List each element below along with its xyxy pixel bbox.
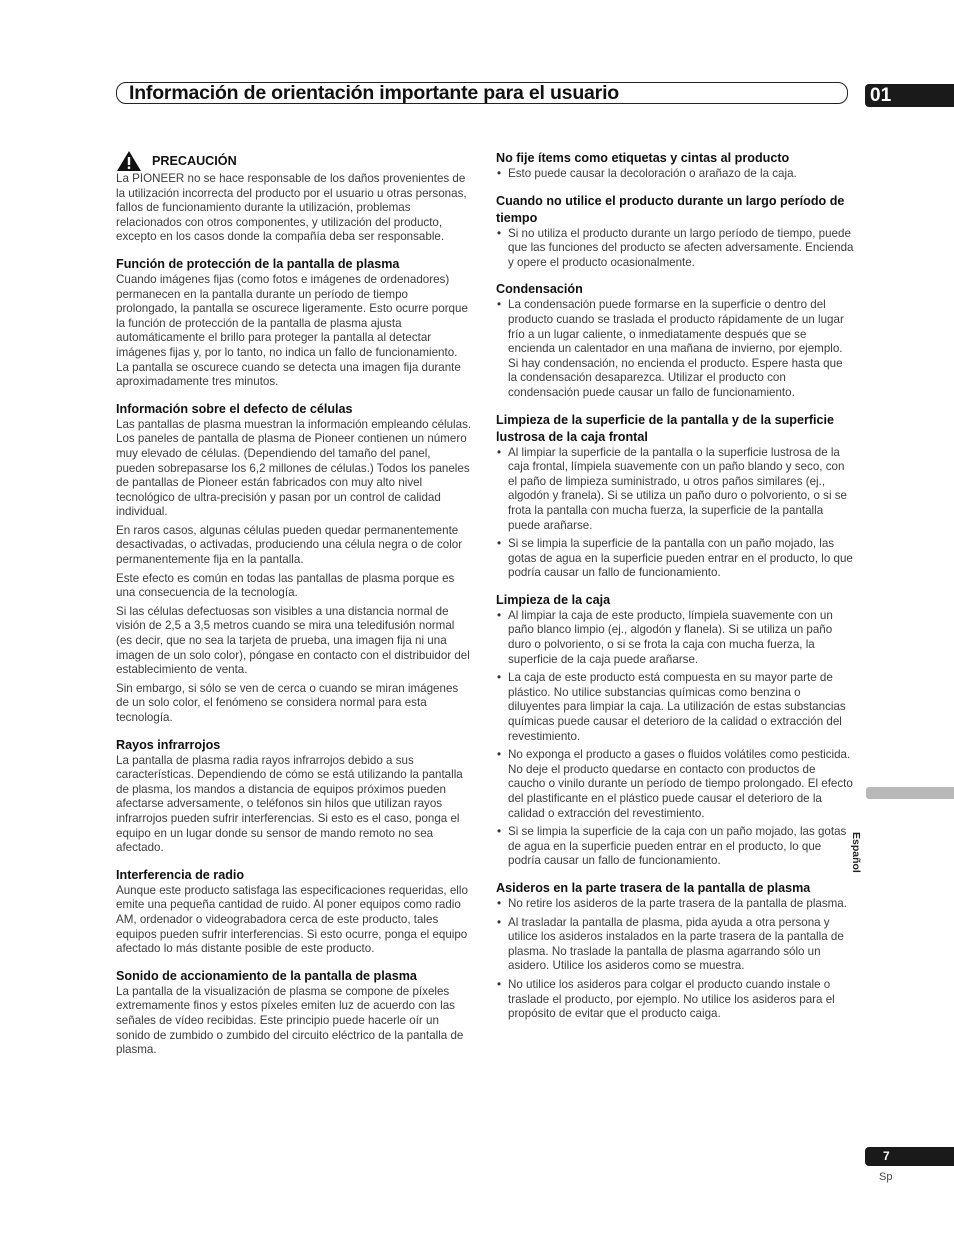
list-item: • No utilice los asideros para colgar el producto cuando instale o traslade el producto, por ejemplo. No utilice los asideros para el propósito de evitar que el producto caiga.: [496, 978, 854, 1022]
section-cell-defect: [116, 401, 472, 726]
section-no-labels: [496, 150, 854, 182]
section-heading: Limpieza de la superficie de la pantalla y de la superficie lustrosa de la caja frontal: [496, 412, 835, 444]
list-item: • Al limpiar la superficie de la pantalla o la superficie lustrosa de la caja frontal, límpiela suavemente con un paño blando y seco, con el paño de limpieza suministrado, u otros paños similares (ej., algodón y franela). Si se utiliza un paño duro o polvoriento, o si se frota la pantalla con mucha fuerza, la superficie de la pantalla puede arañarse.: [496, 446, 854, 534]
page-number: 7: [865, 1147, 954, 1166]
bullet-list: [496, 446, 854, 581]
list-item: • Al trasladar la pantalla de plasma, pida ayuda a otra persona y utilice los asideros instalados en la parte trasera de la pantalla de plasma. No traslade la pantalla de plasma agarrando sólo un asidero. Utilice los asideros como se muestra.: [496, 916, 854, 974]
section-condensation: [496, 281, 854, 400]
section-plasma-protection: [116, 256, 472, 390]
bullet-list: [496, 897, 854, 1022]
language-label: Español: [850, 832, 862, 873]
bullet-list: [496, 609, 854, 869]
bullet-list: [496, 227, 854, 271]
section-handles: [496, 880, 854, 1022]
section-heading: Sonido de accionamiento de la pantalla de plasma: [116, 968, 417, 983]
caution-header: [116, 150, 472, 172]
paragraph: Aunque este producto satisfaga las especificaciones requeridas, ello emite una pequeña cantidad de ruido. Al poner equipos como radio AM, ordenador o videograbadora cerca de este producto, tales equipos pueden sufrir interferencias. Si esto ocurre, ponga el equipo afectado lo más distante posible de este producto.: [116, 883, 468, 956]
list-item: • No exponga el producto a gases o fluidos volátiles como pesticida. No deje el producto quedarse en contacto con productos de caucho o vinilo durante un período de tiempo prolongado. El efecto del plastificante en el plástico puede causar el deterioro de la calidad o extracción del revestimiento.: [496, 748, 854, 821]
section-long-storage: [496, 193, 854, 271]
section-heading: Limpieza de la caja: [496, 592, 611, 607]
caution-text: La PIONEER no se hace responsable de los daños provenientes de la utilización incorrecta del producto por el usuario u otras personas, fallos de funcionamiento durante la utilización, problemas relacionados con otros componentes, y utilización del producto, excepto en los casos donde la compañía deba ser responsable.: [116, 172, 467, 244]
section-screen-cleaning: [496, 412, 854, 581]
section-heading: Función de protección de la pantalla de plasma: [116, 256, 400, 271]
paragraph: Cuando imágenes fijas (como fotos e imágenes de ordenadores) permanecen en la pantalla durante un período de tiempo prolongado, la pantalla se oscurece ligeramente. Esto ocurre porque la función de protección de la pantalla de plasma ajusta automáticamente el brillo para proteger la pantalla al detectar imágenes fijas y, por lo tanto, no indica un fallo de funcionamiento. La pantalla se oscurece cuando se detecta una imagen fija durante aproximadamente tres minutos.: [116, 272, 468, 389]
list-item: • Si se limpia la superficie de la caja con un paño mojado, las gotas de agua en la superficie pueden entrar en el producto, lo que podría causar un fallo de funcionamiento.: [496, 825, 854, 869]
list-item: • La caja de este producto está compuesta en su mayor parte de plástico. No utilice substancias químicas como benzina o diluyentes para limpiar la caja. La utilización de estas substancias químicas puede causar el deterioro de la calidad o extracción del revestimiento.: [496, 671, 854, 744]
section-drive-sound: [116, 968, 472, 1058]
list-item: • La condensación puede formarse en la superficie o dentro del producto cuando se traslada el producto rápidamente de un lugar frío a un lugar caliente, o inmediatamente después que se encienda un calentador en una mañana de invierno, por ejemplo. Si hay condensación, no encienda el producto. Espere hasta que la condensación desaparezca. Utilizar el producto con condensación puede causar un fallo de funcionamiento.: [496, 298, 854, 400]
section-heading: Rayos infrarrojos: [116, 737, 221, 752]
paragraph: La pantalla de la visualización de plasma se compone de píxeles extremamente finos y estos píxeles emiten luz de acuerdo con las señales de vídeo recibidas. Este principio puede hacerle oír un sonido de zumbido o zumbido del circuito eléctrico de la pantalla de plasma.: [116, 984, 464, 1057]
paragraph: La pantalla de plasma radia rayos infrarrojos debido a sus características. Dependiendo de cómo se está utilizando la pantalla de plasma, los mandos a distancia de equipos próximos pueden afectarse adversamente, o teléfonos sin hilos que utilizan rayos infrarrojos pueden sufrir interferencias. Si esto es el caso, ponga el equipo en un lugar donde su sensor de mando remoto no sea afectado.: [116, 753, 463, 855]
section-infrared: [116, 737, 472, 856]
paragraph: En raros casos, algunas células pueden quedar permanentemente desactivadas, o activadas, produciendo una célula negra o de color permanentemente fija en la pantalla.: [116, 523, 463, 567]
page-language-code: Sp: [879, 1171, 893, 1183]
section-cabinet-cleaning: [496, 592, 854, 869]
list-item: • Al limpiar la caja de este producto, límpiela suavemente con un paño blanco limpio (ej., algodón y flanela). Si se utiliza un paño duro o polvoriento, o si se frota la caja con mucha fuerza, la superficie de la caja puede arañarse.: [496, 609, 854, 667]
left-column: [116, 150, 472, 1058]
section-heading: Condensación: [496, 282, 583, 297]
chapter-number-tab: 01: [865, 84, 954, 107]
section-heading: Asideros en la parte trasera de la pantalla de plasma: [496, 880, 811, 895]
language-side-tab: [866, 787, 954, 799]
list-item: • Esto puede causar la decoloración o arañazo de la caja.: [496, 167, 854, 182]
section-heading: Cuando no utilice el producto durante un largo período de tiempo: [496, 193, 845, 225]
paragraph: Sin embargo, si sólo se ven de cerca o cuando se miran imágenes de un solo color, el fenómeno se considera normal para esta tecnología.: [116, 681, 459, 724]
paragraph: Este efecto es común en todas las pantallas de plasma porque es una consecuencia de la tecnología.: [116, 571, 455, 600]
page-title: Información de orientación importante para el usuario: [129, 81, 619, 104]
section-heading: No fije ítems como etiquetas y cintas al producto: [496, 151, 790, 165]
list-item: • Si se limpia la superficie de la pantalla con un paño mojado, las gotas de agua en la superficie pueden entrar en el producto, lo que podría causar un fallo de funcionamiento.: [496, 537, 854, 581]
bullet-list: [496, 167, 854, 182]
paragraph: Las pantallas de plasma muestran la información empleando células. Los paneles de pantalla de plasma de Pioneer contienen un número muy elevado de células. (Dependiendo del tamaño del panel, pueden sobrepasarse los 6,2 millones de células.) Todos los paneles de pantallas de Pioneer están fabricados con muy alto nivel tecnológico de ultra-precisión y pasan por un control de calidad individual.: [116, 417, 472, 519]
list-item: • No retire los asideros de la parte trasera de la pantalla de plasma.: [496, 897, 854, 912]
list-item: • Si no utiliza el producto durante un largo período de tiempo, puede que las funciones del producto se afecten adversamente. Encienda y opere el producto ocasionalmente.: [496, 227, 854, 271]
section-heading: Interferencia de radio: [116, 867, 245, 882]
right-column: [496, 150, 854, 1022]
paragraph: Si las células defectuosas son visibles a una distancia normal de visión de 2,5 a 3,5 metros cuando se mira una teledifusión normal (es decir, que no sea la tarjeta de prueba, una imagen fija ni una imagen de un solo color), póngase en contacto con el distribuidor del establecimiento de venta.: [116, 604, 470, 677]
caution-title: PRECAUCIÓN: [152, 154, 237, 168]
bullet-list: [496, 298, 854, 400]
warning-triangle-icon: [116, 150, 142, 172]
section-heading: Información sobre el defecto de células: [116, 401, 353, 416]
page-title-bar: [116, 82, 848, 104]
section-radio-interference: [116, 867, 472, 957]
